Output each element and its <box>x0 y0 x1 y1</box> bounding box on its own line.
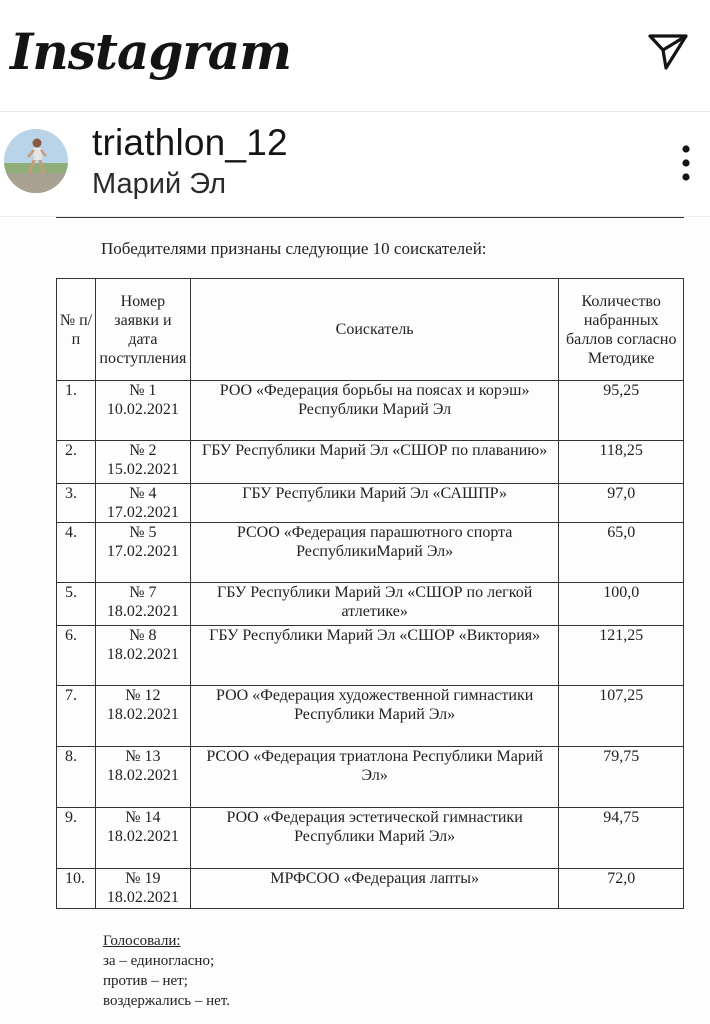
row-application <box>95 747 190 808</box>
document-intro: Победителями признаны следующие 10 соискателей: <box>101 239 487 258</box>
table-row <box>57 686 684 747</box>
app-number: № 8 <box>129 627 157 644</box>
table-row <box>57 808 684 869</box>
row-num: 8. <box>57 747 96 808</box>
votes-for: за – единогласно; <box>103 953 215 969</box>
app-date: 18.02.2021 <box>106 646 179 663</box>
table-row <box>57 523 684 583</box>
table-row <box>57 583 684 626</box>
app-number: № 13 <box>125 748 161 765</box>
row-application <box>95 441 190 484</box>
app-number: № 7 <box>129 584 157 601</box>
row-applicant: ГБУ Республики Марий Эл «САШПР» <box>190 484 559 523</box>
app-number: № 12 <box>125 687 161 704</box>
row-applicant: ГБУ Республики Марий Эл «СШОР по легкой атлетике» <box>190 583 559 626</box>
row-applicant: РОО «Федерация эстетической гимнастики Республики Марий Эл» <box>190 808 559 869</box>
app-date: 10.02.2021 <box>106 401 179 418</box>
row-applicant: ГБУ Республики Марий Эл «СШОР «Виктория» <box>190 626 559 686</box>
winners-table <box>56 278 684 909</box>
app-number: № 2 <box>129 442 157 459</box>
app-number: № 4 <box>129 485 157 502</box>
table-row <box>57 381 684 441</box>
row-score: 107,25 <box>559 686 684 747</box>
voting-results <box>103 931 230 1011</box>
row-application <box>95 523 190 583</box>
app-header <box>0 0 710 112</box>
row-application <box>95 381 190 441</box>
row-num: 5. <box>57 583 96 626</box>
app-number: № 14 <box>125 809 161 826</box>
row-application <box>95 808 190 869</box>
header-num: № п/п <box>57 279 96 381</box>
instagram-logo[interactable]: Instagram <box>10 22 291 81</box>
table-header-row <box>57 279 684 381</box>
row-application <box>95 626 190 686</box>
row-score: 79,75 <box>559 747 684 808</box>
votes-title: Голосовали: <box>103 933 181 949</box>
avatar[interactable] <box>4 129 68 193</box>
post-header <box>0 112 710 217</box>
header-application: Номер заявки и дата поступления <box>95 279 190 381</box>
row-score: 100,0 <box>559 583 684 626</box>
post-image-document[interactable] <box>0 217 710 1024</box>
more-vertical-icon[interactable] <box>676 143 696 183</box>
table-row <box>57 441 684 484</box>
row-num: 1. <box>57 381 96 441</box>
row-num: 3. <box>57 484 96 523</box>
row-applicant: МРФСОО «Федерация лапты» <box>190 869 559 909</box>
post-location[interactable]: Марий Эл <box>92 168 226 200</box>
row-num: 9. <box>57 808 96 869</box>
document-top-rule <box>56 217 684 218</box>
row-applicant: РОО «Федерация художественной гимнастики Республики Марий Эл» <box>190 686 559 747</box>
table-row <box>57 484 684 523</box>
row-application <box>95 869 190 909</box>
row-score: 65,0 <box>559 523 684 583</box>
header-applicant: Соискатель <box>190 279 559 381</box>
row-num: 6. <box>57 626 96 686</box>
app-date: 18.02.2021 <box>106 706 179 723</box>
row-score: 95,25 <box>559 381 684 441</box>
paper-plane-icon[interactable] <box>644 28 692 76</box>
votes-abstained: воздержались – нет. <box>103 993 230 1009</box>
row-applicant: ГБУ Республики Марий Эл «СШОР по плаванию» <box>190 441 559 484</box>
row-applicant: РСОО «Федерация парашютного спорта РеспубликиМарий Эл» <box>190 523 559 583</box>
row-application <box>95 484 190 523</box>
app-date: 18.02.2021 <box>106 889 179 906</box>
table-row <box>57 626 684 686</box>
row-score: 97,0 <box>559 484 684 523</box>
row-num: 7. <box>57 686 96 747</box>
app-number: № 5 <box>129 524 157 541</box>
row-score: 94,75 <box>559 808 684 869</box>
row-num: 4. <box>57 523 96 583</box>
row-application <box>95 686 190 747</box>
table-row <box>57 869 684 909</box>
app-number: № 19 <box>125 870 161 887</box>
app-date: 18.02.2021 <box>106 828 179 845</box>
row-score: 121,25 <box>559 626 684 686</box>
row-application <box>95 583 190 626</box>
app-date: 18.02.2021 <box>106 767 179 784</box>
row-score: 72,0 <box>559 869 684 909</box>
row-applicant: РОО «Федерация борьбы на поясах и корэш» Республики Марий Эл <box>190 381 559 441</box>
app-date: 17.02.2021 <box>106 543 179 560</box>
row-num: 2. <box>57 441 96 484</box>
row-num: 10. <box>57 869 96 909</box>
row-applicant: РСОО «Федерация триатлона Республики Марий Эл» <box>190 747 559 808</box>
table-row <box>57 747 684 808</box>
row-score: 118,25 <box>559 441 684 484</box>
app-number: № 1 <box>129 382 157 399</box>
votes-against: против – нет; <box>103 973 188 989</box>
header-score: Количество набранных баллов согласно Методике <box>559 279 684 381</box>
app-date: 17.02.2021 <box>106 504 179 521</box>
app-date: 15.02.2021 <box>106 461 179 478</box>
app-date: 18.02.2021 <box>106 603 179 620</box>
post-username[interactable]: triathlon_12 <box>92 122 288 163</box>
